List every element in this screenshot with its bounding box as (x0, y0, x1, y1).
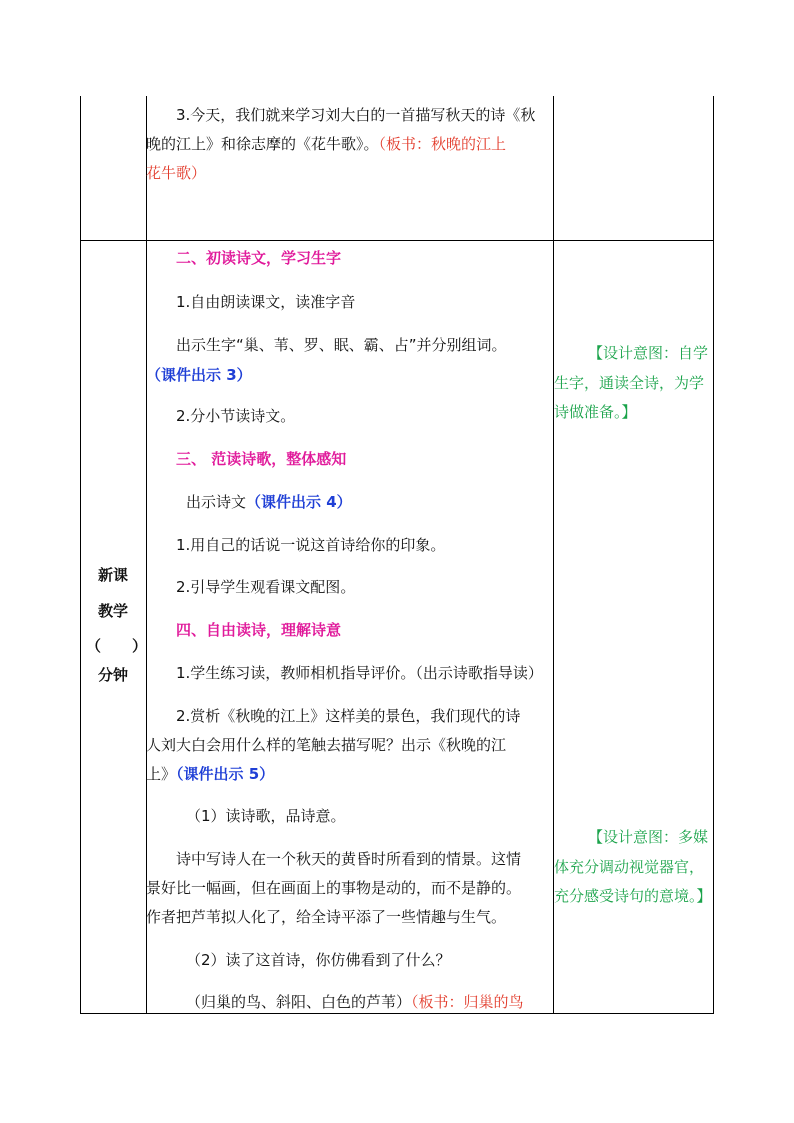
s2-paragraph-2: 出示生字“巢、苇、罗、眠、霸、占”并分别组词。 (176, 336, 507, 354)
design-note-1-line-1: 【设计意图：自学 (588, 344, 709, 362)
design-note-1-line-2: 生字，通读全诗，为学 (554, 374, 705, 392)
s4-paragraph-5: （2）读了这首诗，你仿佛看到了什么？ (186, 951, 451, 969)
s3-paragraph-2: 1.用自己的话说一说这首诗给你的印象。 (176, 536, 446, 554)
section-4-heading: 四、自由读诗，理解诗意 (176, 621, 342, 639)
s3-paragraph-3: 2.引导学生观看课文配图。 (176, 578, 356, 596)
table-border-col1 (146, 96, 147, 1014)
s3-paragraph-1-text: 出示诗文 (186, 493, 247, 511)
table-border-left (80, 96, 81, 1014)
table-border-right (713, 96, 714, 1014)
intro-paragraph-line-3: 花牛歌） (146, 164, 207, 182)
intro-text: 晚的江上》和徐志摩的《花牛歌》。 (146, 135, 379, 153)
s4-paragraph-6-text: （归巢的鸟、斜阳、白色的芦苇） (186, 993, 412, 1011)
s2-paragraph-1: 1.自由朗读课文，读准字音 (176, 293, 356, 311)
s4-paragraph-4-line-1: 诗中写诗人在一个秋天的黄昏时所看到的情景。这情 (176, 850, 522, 868)
courseware-tag-5: （课件出示 5） (176, 765, 275, 783)
board-note: （板书：秋晚的江上 (378, 135, 507, 153)
board-note-2: （板书：归巢的鸟 (411, 993, 524, 1011)
intro-paragraph-line-2 (146, 134, 506, 154)
s4-paragraph-2-line-3 (146, 764, 274, 784)
design-note-1-line-3: 诗做准备。】 (554, 403, 637, 421)
section-label-line-1: 新课 (97, 566, 128, 584)
s2-paragraph-3: 2.分小节读诗文。 (176, 407, 296, 425)
design-note-2-line-2: 体充分调动视觉器官， (554, 858, 705, 876)
s4-paragraph-2-text: 上》 (146, 765, 177, 783)
courseware-tag-4: （课件出示 4） (246, 493, 352, 511)
design-note-2-line-3: 充分感受诗句的意境。】 (554, 887, 712, 905)
section-label-line-4: 分钟 (97, 666, 128, 684)
courseware-tag-3: （课件出示 3） (146, 366, 252, 384)
s4-paragraph-2-line-2: 人刘大白会用什么样的笔触去描写呢？出示《秋晚的江 (146, 736, 507, 754)
design-note-2-line-1: 【设计意图：多媒 (588, 828, 709, 846)
s4-paragraph-2-line-1: 2.赏析《秋晚的江上》这样美的景色，我们现代的诗 (176, 707, 521, 725)
section-label-line-2: 教学 (97, 602, 128, 620)
section-2-heading: 二、初读诗文，学习生字 (176, 249, 342, 267)
s4-paragraph-4-line-3: 作者把芦苇拟人化了，给全诗平添了一些情趣与生气。 (146, 908, 507, 926)
duration-close-paren: ） (132, 637, 148, 655)
section-3-heading: 三、 范读诗歌，整体感知 (176, 450, 347, 468)
s4-paragraph-6 (186, 992, 524, 1012)
intro-paragraph-line-1: 3.今天，我们就来学习刘大白的一首描写秋天的诗《秋 (176, 106, 536, 124)
table-border-bottom (80, 1013, 714, 1014)
s4-paragraph-4-line-2: 景好比一幅画，但在画面上的事物是动的，而不是静的。 (146, 879, 522, 897)
s4-paragraph-1: 1.学生练习读，教师相机指导评价。（出示诗歌指导读） (176, 664, 543, 682)
s3-paragraph-1 (186, 492, 352, 512)
s4-paragraph-3: （1）读诗歌，品诗意。 (186, 807, 346, 825)
duration-open-paren: （ (86, 637, 102, 655)
table-row-divider (80, 240, 714, 241)
